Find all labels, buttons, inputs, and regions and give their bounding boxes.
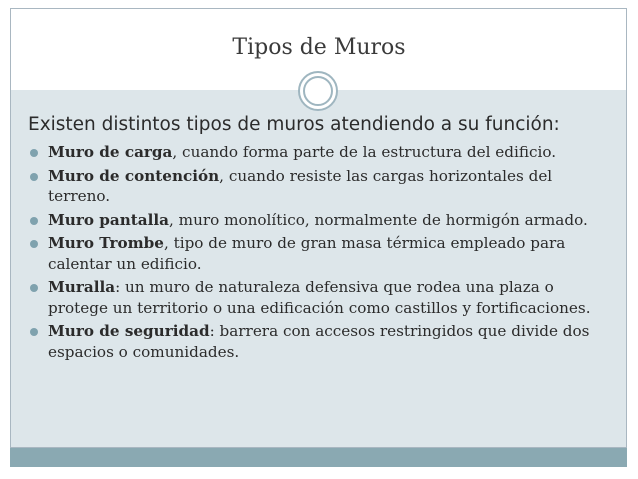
- list-item: [28, 166, 614, 207]
- item-description: , cuando resiste las cargas horizontales del terreno.: [48, 166, 553, 205]
- item-term: Muro pantalla: [48, 210, 170, 229]
- round-bullet-icon: [30, 173, 38, 181]
- item-description: , tipo de muro de gran masa térmica empleado para calentar un edificio.: [48, 234, 566, 273]
- list-item: [28, 277, 614, 318]
- item-description: : barrera con accesos restringidos que divide dos espacios o comunidades.: [48, 322, 590, 361]
- list-item: [28, 321, 614, 362]
- list-item: [28, 142, 614, 163]
- item-term: Muro de carga: [48, 143, 173, 161]
- slide-title: Tipos de Muros: [232, 35, 406, 60]
- list-item: [28, 233, 614, 274]
- double-ring-ornament-icon: [297, 70, 339, 112]
- list-item: [28, 210, 614, 231]
- item-description: , muro monolítico, normalmente de hormigón armado.: [169, 210, 588, 229]
- item-term: Muro Trombe: [48, 234, 164, 252]
- item-term: Muralla: [48, 278, 116, 296]
- round-bullet-icon: [30, 217, 38, 225]
- item-description: : un muro de naturaleza defensiva que rodea una plaza o protege un territorio o una edificación como castillos y fortificaciones.: [48, 278, 591, 317]
- round-bullet-icon: [30, 284, 38, 292]
- item-term: Muro de contención: [48, 166, 220, 185]
- round-bullet-icon: [30, 328, 38, 336]
- wall-types-list: [28, 142, 614, 365]
- bottom-accent-bar: [10, 448, 627, 467]
- intro-text: Existen distintos tipos de muros atendiendo a su función:: [28, 114, 560, 135]
- item-description: , cuando forma parte de la estructura del edificio.: [172, 143, 557, 161]
- item-term: Muro de seguridad: [48, 322, 210, 340]
- round-bullet-icon: [30, 240, 38, 248]
- round-bullet-icon: [30, 149, 38, 157]
